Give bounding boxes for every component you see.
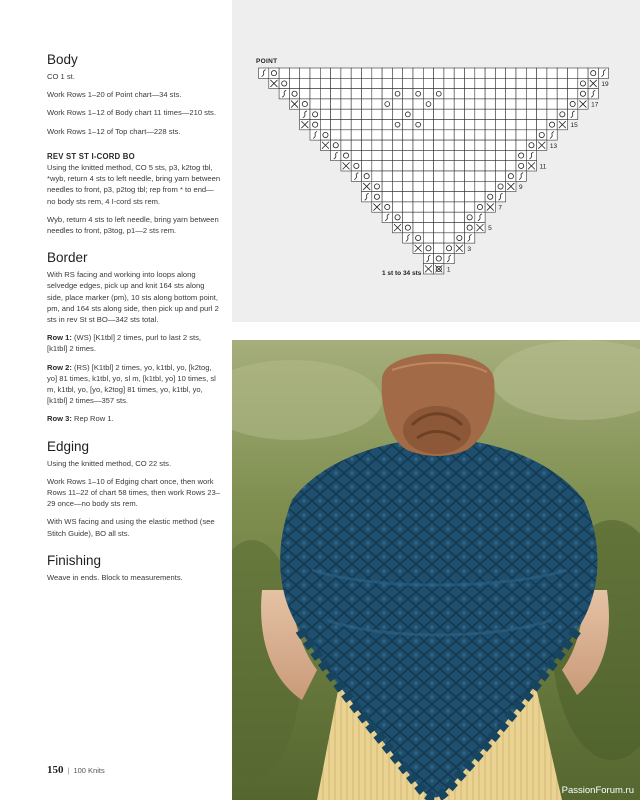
chart-row-number: 13: [549, 142, 558, 150]
row1-label: Row 1:: [47, 333, 72, 343]
icord-p1: Using the knitted method, CO 5 sts, p3, k2tog tbl, *wyb, return 4 sts to left needle, bring yarn between needles to front, p3, p2tog tbl; rep from * to end—no body sts rem, 4 I-cord sts rem.: [47, 163, 221, 206]
chart-row-number: 5: [488, 225, 492, 233]
body-heading: Body: [47, 52, 78, 67]
chart-row-number: 1: [446, 266, 451, 274]
finishing-p1: Weave in ends. Block to measurements.: [47, 572, 183, 582]
shawl-photo-illustration: [232, 340, 640, 800]
chart-grid: [259, 68, 609, 274]
row3-text: Rep Row 1.: [71, 414, 114, 424]
chart-row-number: 3: [467, 245, 472, 253]
watermark: PassionForum.ru: [561, 785, 634, 796]
edging-heading: Edging: [47, 438, 90, 454]
chart-row-number: 11: [539, 163, 547, 171]
finishing-heading: Finishing: [47, 552, 102, 568]
border-heading: Border: [47, 250, 88, 266]
icord-heading: REV ST ST I-CORD BO: [47, 151, 135, 161]
instructions-column: [47, 52, 222, 591]
point-chart-panel: [232, 0, 640, 322]
footer-separator: |: [67, 766, 70, 775]
chart-row-number: 7: [498, 204, 503, 212]
chart-caption: 1 st to 34 sts: [382, 270, 422, 277]
shawl-photo: [232, 340, 640, 800]
row3-label: Row 3:: [47, 414, 72, 424]
chart-row-number: 17: [591, 101, 599, 109]
row2-text: (RS) [K1tbl] 2 times, yo, k1tbl, yo, [k2tog, yo] 81 times, k1tbl, yo, sl m, [k1tbl, yo] 10 times, sl m, k1tbl, yo, [yo, k2tog] 81 times, yo, k1tbl, yo, [k1tbl] 2 times—357 sts.: [47, 362, 216, 406]
border-row2: [47, 362, 222, 407]
chart-row-number: 19: [601, 81, 609, 88]
chart-title: POINT: [256, 58, 278, 65]
body-p1: CO 1 st.: [47, 72, 75, 81]
book-title: 100 Knits: [73, 766, 105, 775]
edging-section: [47, 439, 222, 539]
edging-p3: With WS facing and using the elastic method (see Stitch Guide), BO all sts.: [47, 517, 215, 538]
chart-row-number: 15: [570, 122, 578, 130]
finishing-section: [47, 553, 222, 583]
border-row1: [47, 332, 222, 354]
body-p3: Work Rows 1–12 of Body chart 11 times—210 sts.: [47, 108, 216, 118]
row1-text: (WS) [K1tbl] 2 times, purl to last 2 sts, [k1tbl] 2 times.: [47, 333, 202, 354]
body-section: [47, 52, 222, 137]
edging-p1: Using the knitted method, CO 22 sts.: [47, 458, 172, 468]
chart-row-number: 9: [519, 184, 523, 191]
border-p1: With RS facing and working into loops along selvedge edges, pick up and knit 164 sts along side, place marker (pm), 10 sts along bottom point, pm, and 164 sts along side, then pick up and purl 2 sts in rev St st BO—342 sts total.: [47, 270, 219, 325]
icord-p2: Wyb, return 4 sts to left needle, bring yarn between needles to front, p3tog, p1—2 sts rem.: [47, 214, 219, 236]
body-p4: Work Rows 1–12 of Top chart—228 sts.: [47, 126, 181, 136]
icord-section: [47, 151, 222, 236]
border-row3: [47, 413, 222, 424]
point-chart: [232, 0, 640, 322]
border-section: [47, 250, 222, 424]
page-number: 150: [47, 764, 64, 776]
edging-p2: Work Rows 1–10 of Edging chart once, then work Rows 11–22 of chart 58 times, then work Rows 23–29 once—no body sts rem.: [47, 476, 220, 509]
page-footer: [47, 764, 105, 776]
body-p2: Work Rows 1–20 of Point chart—34 sts.: [47, 90, 182, 100]
row2-label: Row 2:: [47, 362, 72, 372]
